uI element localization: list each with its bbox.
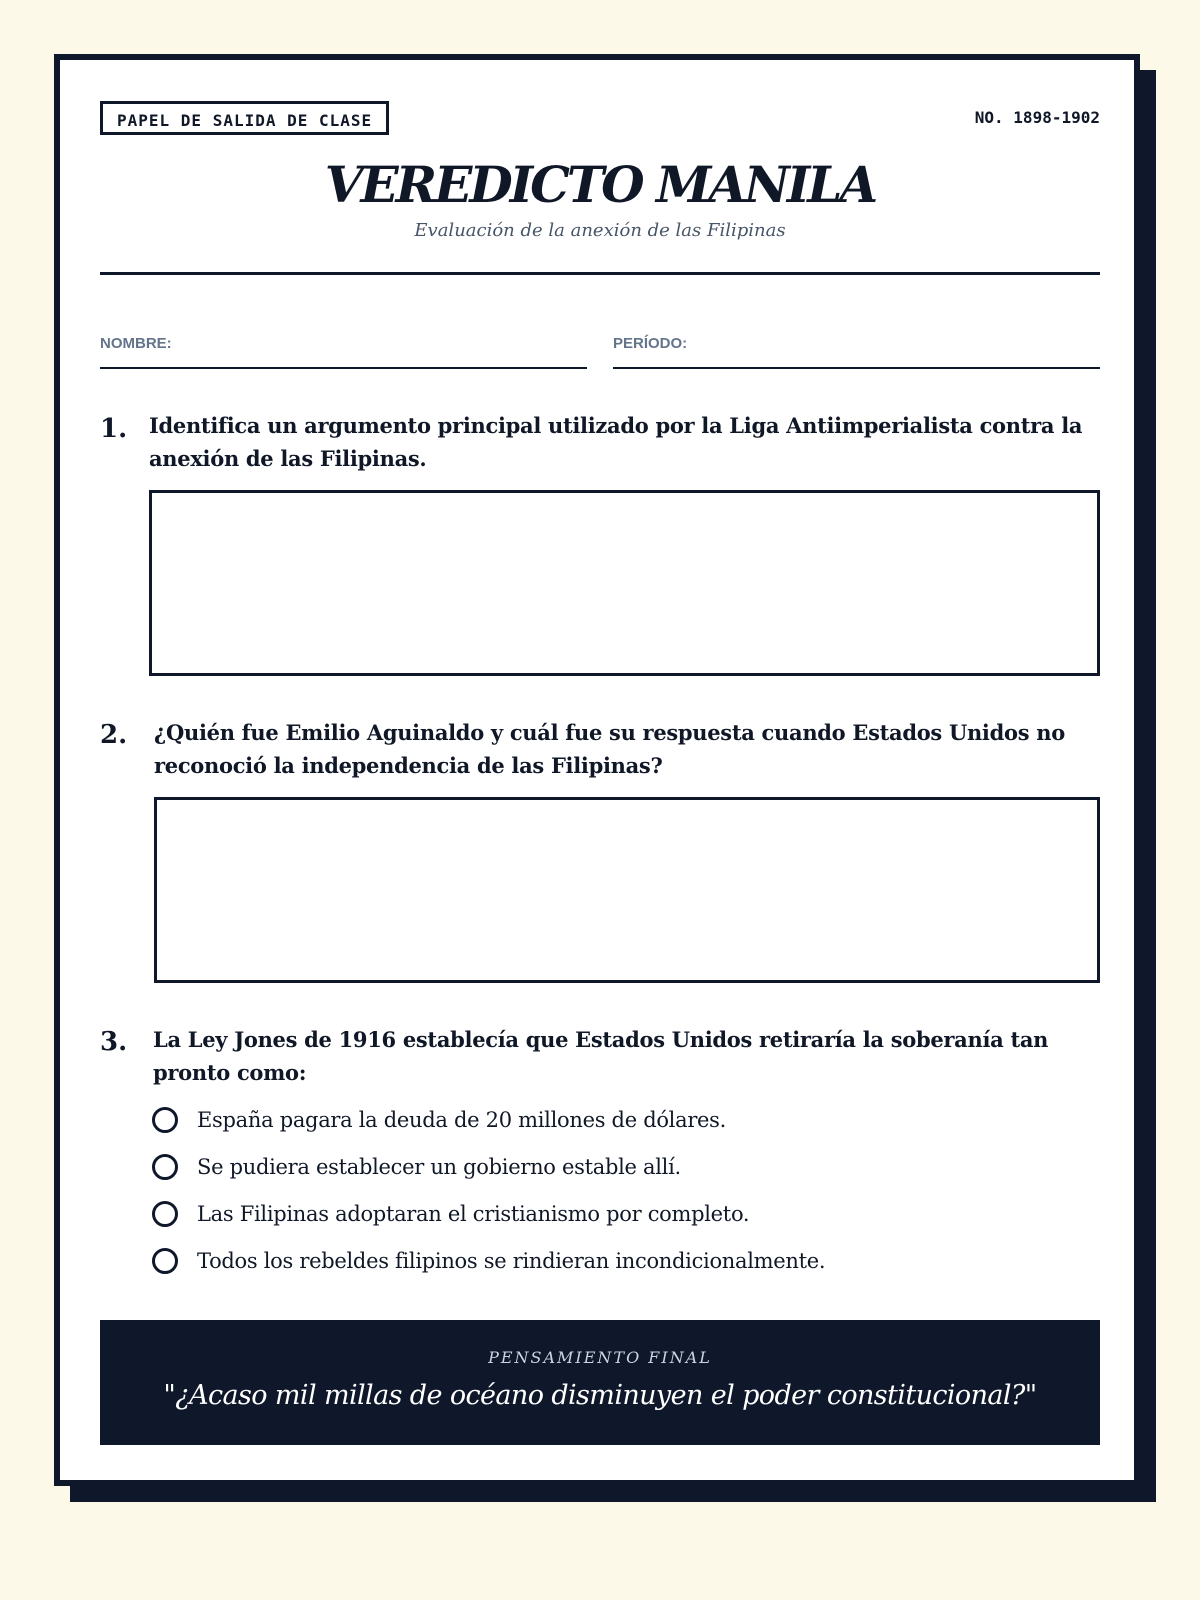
radio-button[interactable] — [152, 1201, 178, 1227]
question-3-option-c[interactable] — [152, 1197, 749, 1231]
final-thought-banner — [100, 1320, 1100, 1445]
option-label: Se pudiera establecer un gobierno estable allí. — [197, 1155, 681, 1179]
question-1-answer-box[interactable] — [149, 490, 1100, 676]
question-3-number: 3. — [100, 1027, 128, 1057]
question-1-text: Identifica un argumento principal utilizado por la Liga Antiimperialista contra la anexión de las Filipinas. — [149, 413, 1083, 471]
option-label: España pagara la deuda de 20 millones de dólares. — [197, 1108, 727, 1132]
period-label: PERÍODO: — [613, 335, 688, 352]
question-2-text: ¿Quién fue Emilio Aguinaldo y cuál fue su respuesta cuando Estados Unidos no reconoció la independencia de las Filipinas? — [154, 720, 1065, 778]
name-label: NOMBRE: — [100, 335, 172, 352]
question-3-option-a[interactable] — [152, 1103, 726, 1137]
question-1-number: 1. — [100, 414, 128, 444]
radio-button[interactable] — [152, 1154, 178, 1180]
question-2-answer-box[interactable] — [154, 797, 1100, 983]
option-label: Las Filipinas adoptaran el cristianismo por completo. — [197, 1202, 750, 1226]
question-2-number: 2. — [100, 720, 128, 750]
name-field[interactable] — [100, 335, 587, 369]
worksheet-type-tag: PAPEL DE SALIDA DE CLASE — [100, 101, 389, 135]
worksheet-content — [100, 60, 1100, 1480]
radio-button[interactable] — [152, 1248, 178, 1274]
question-3-text: La Ley Jones de 1916 establecía que Estados Unidos retiraría la soberanía tan pronto como: — [153, 1027, 1049, 1085]
header-divider — [100, 272, 1100, 275]
final-thought-label: PENSAMIENTO FINAL — [488, 1348, 712, 1367]
document-number: NO. 1898-1902 — [974, 108, 1100, 127]
period-field[interactable] — [613, 335, 1100, 369]
worksheet — [54, 54, 1140, 1486]
question-3-option-d[interactable] — [152, 1244, 825, 1278]
option-label: Todos los rebeldes filipinos se rindieran incondicionalmente. — [197, 1249, 826, 1273]
question-3-option-b[interactable] — [152, 1150, 681, 1184]
radio-button[interactable] — [152, 1107, 178, 1133]
page-title: VEREDICTO MANILA — [324, 155, 876, 214]
page-subtitle: Evaluación de la anexión de las Filipinas — [414, 220, 786, 241]
final-thought-quote: "¿Acaso mil millas de océano disminuyen el poder constitucional?" — [163, 1380, 1037, 1411]
